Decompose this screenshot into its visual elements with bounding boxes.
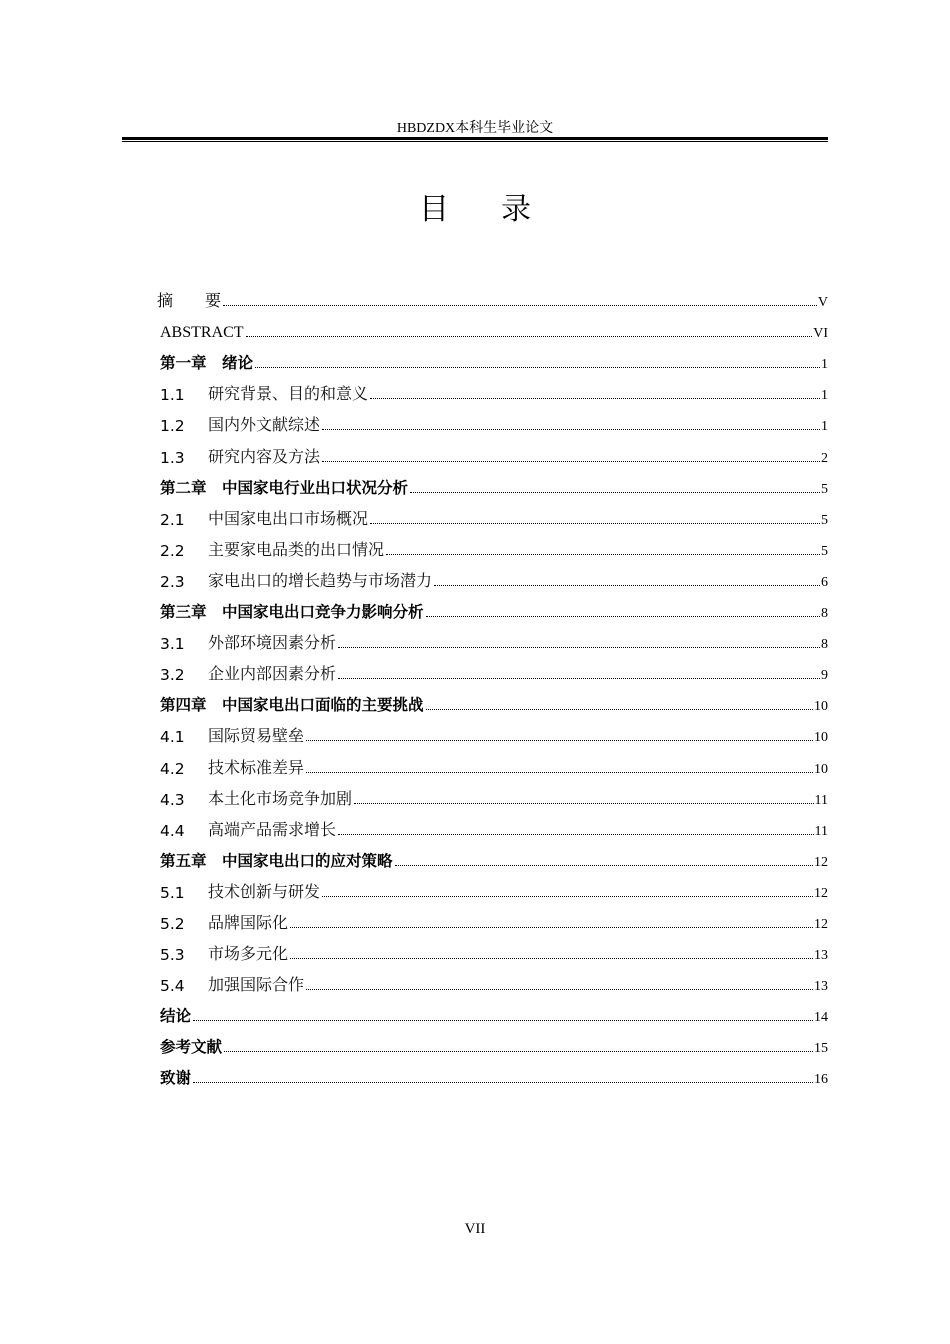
toc-entry[interactable]	[160, 933, 828, 964]
toc-entry-title: 研究内容及方法	[208, 446, 321, 466]
toc-entry-page: 8	[821, 637, 828, 653]
dot-leader	[338, 834, 814, 835]
toc-entry-title: 企业内部因素分析	[208, 664, 337, 684]
toc-entry-page: VI	[813, 326, 828, 342]
toc-entry-number: 5.4	[160, 977, 185, 996]
toc-entry-title: 致谢	[160, 1069, 192, 1088]
toc-entry-title: 技术标准差异	[208, 757, 305, 777]
toc-entry-page: 10	[814, 761, 828, 777]
dot-leader	[410, 492, 820, 493]
toc-entry[interactable]	[160, 311, 828, 342]
toc-entry-number: 5.1	[160, 883, 185, 902]
toc-entry-number: 4.2	[160, 759, 185, 778]
dot-leader	[255, 367, 820, 368]
dot-leader	[370, 398, 820, 399]
toc-entry-title: 家电出口的增长趋势与市场潜力	[208, 570, 433, 590]
toc-entry-title: 品牌国际化	[208, 912, 289, 932]
toc-entry-number: 1.3	[160, 448, 185, 467]
dot-leader	[434, 585, 820, 586]
toc-entry-title: 加强国际合作	[208, 975, 305, 995]
header-rule-thick	[122, 137, 828, 140]
dot-leader	[338, 647, 820, 648]
toc-entry-page: 12	[814, 885, 828, 901]
toc-entry-title: 第五章 中国家电出口的应对策略	[160, 851, 393, 870]
toc-entry[interactable]	[160, 715, 828, 746]
dot-leader	[322, 896, 813, 897]
dot-leader	[322, 461, 820, 462]
toc-entry-number: 4.1	[160, 728, 185, 747]
toc-entry-title: 市场多元化	[208, 944, 289, 964]
toc-entry-title: 国际贸易壁垒	[208, 726, 305, 746]
toc-entry[interactable]	[160, 373, 828, 404]
toc-entry[interactable]	[160, 342, 828, 373]
toc-entry-title: 技术创新与研发	[208, 881, 321, 901]
toc-entry-page: 8	[821, 606, 828, 622]
toc-entry-page: 11	[814, 823, 828, 839]
toc-entry-page: 5	[821, 512, 828, 528]
dot-leader	[246, 336, 813, 337]
toc-entry[interactable]	[160, 435, 828, 466]
dot-leader	[223, 305, 817, 306]
running-header: HBDZDX本科生毕业论文	[396, 121, 554, 136]
toc-entry[interactable]	[160, 840, 828, 871]
toc-entry-page: 12	[814, 854, 828, 870]
toc-entry-title: 本土化市场竞争加剧	[208, 788, 353, 808]
dot-leader	[306, 740, 813, 741]
toc-entry-title: 第三章 中国家电出口竞争力影响分析	[160, 603, 424, 622]
toc-entry[interactable]	[157, 280, 828, 311]
dot-leader	[426, 709, 813, 710]
toc-entry[interactable]	[160, 560, 828, 591]
toc-entry-page: 1	[821, 357, 828, 373]
dot-leader	[306, 772, 813, 773]
toc-entry[interactable]	[160, 591, 828, 622]
toc-entry[interactable]	[160, 809, 828, 840]
toc-entry-page: 5	[821, 543, 828, 559]
dot-leader	[395, 865, 813, 866]
page-number: VII	[464, 1221, 486, 1237]
toc-entry-page: 16	[814, 1072, 828, 1088]
dot-leader	[426, 616, 820, 617]
toc-entry-number: 2.1	[160, 510, 185, 529]
toc-entry-number: 2.3	[160, 572, 185, 591]
toc-entry[interactable]	[160, 529, 828, 560]
toc-entry-page: 13	[814, 979, 828, 995]
toc-entry[interactable]	[160, 871, 828, 902]
toc-entry-page: 13	[814, 948, 828, 964]
toc-entry-page: 5	[821, 481, 828, 497]
toc-entry-number: 5.3	[160, 946, 185, 965]
toc-entry[interactable]	[160, 746, 828, 777]
dot-leader	[306, 989, 813, 990]
toc-entry-page: V	[817, 295, 828, 311]
toc-entry[interactable]	[160, 964, 828, 995]
dot-leader	[193, 1082, 813, 1083]
toc-entry[interactable]	[160, 404, 828, 435]
toc-entry-page: 15	[814, 1041, 828, 1057]
toc-entry-page: 10	[814, 730, 828, 746]
toc-entry-page: 1	[821, 419, 828, 435]
toc-entry-number: 2.2	[160, 541, 185, 560]
toc-entry[interactable]	[160, 1026, 828, 1057]
toc-entry-title: 第二章 中国家电行业出口状况分析	[160, 478, 409, 497]
toc-entry-title: 摘 要	[157, 291, 222, 311]
toc-entry-number: 4.3	[160, 790, 185, 809]
dot-leader	[290, 958, 813, 959]
dot-leader	[290, 927, 813, 928]
table-of-contents	[157, 280, 828, 1088]
dot-leader	[193, 1020, 813, 1021]
toc-entry[interactable]	[160, 622, 828, 653]
toc-entry-number: 3.2	[160, 666, 185, 685]
toc-entry-title: 高端产品需求增长	[208, 819, 337, 839]
dot-leader	[224, 1051, 813, 1052]
dot-leader	[370, 523, 820, 524]
toc-entry-number: 1.2	[160, 417, 185, 436]
toc-entry-page: 14	[814, 1010, 828, 1026]
toc-entry-page: 6	[821, 574, 828, 590]
toc-entry-page: 1	[821, 388, 828, 404]
toc-entry-page: 9	[821, 668, 828, 684]
toc-entry-page: 2	[821, 450, 828, 466]
toc-entry-title: ABSTRACT	[160, 324, 244, 342]
toc-entry-page: 10	[814, 699, 828, 715]
toc-entry[interactable]	[160, 467, 828, 498]
toc-entry-page: 12	[814, 916, 828, 932]
toc-entry-title: 参考文献	[160, 1038, 223, 1057]
toc-entry[interactable]	[160, 778, 828, 809]
toc-entry[interactable]	[160, 498, 828, 529]
toc-entry-number: 3.1	[160, 635, 185, 654]
toc-entry[interactable]	[160, 1057, 828, 1088]
toc-entry-title: 第一章 绪论	[160, 354, 254, 373]
toc-entry-title: 外部环境因素分析	[208, 633, 337, 653]
dot-leader	[338, 678, 820, 679]
page-title: 目录	[419, 192, 583, 227]
toc-entry-title: 中国家电出口市场概况	[208, 508, 369, 528]
toc-entry-title: 国内外文献综述	[208, 415, 321, 435]
dot-leader	[354, 803, 814, 804]
toc-entry[interactable]	[160, 653, 828, 684]
toc-entry[interactable]	[160, 902, 828, 933]
dot-leader	[322, 429, 820, 430]
toc-entry[interactable]	[160, 684, 828, 715]
toc-entry-page: 11	[814, 792, 828, 808]
toc-entry-title: 第四章 中国家电出口面临的主要挑战	[160, 696, 424, 715]
toc-entry-number: 4.4	[160, 821, 185, 840]
toc-entry-title: 主要家电品类的出口情况	[208, 539, 385, 559]
toc-entry[interactable]	[160, 995, 828, 1026]
toc-entry-title: 结论	[160, 1007, 192, 1026]
header-rule-thin	[122, 141, 828, 142]
toc-entry-title: 研究背景、目的和意义	[208, 384, 369, 404]
dot-leader	[386, 554, 820, 555]
toc-entry-number: 5.2	[160, 914, 185, 933]
toc-entry-number: 1.1	[160, 386, 185, 405]
